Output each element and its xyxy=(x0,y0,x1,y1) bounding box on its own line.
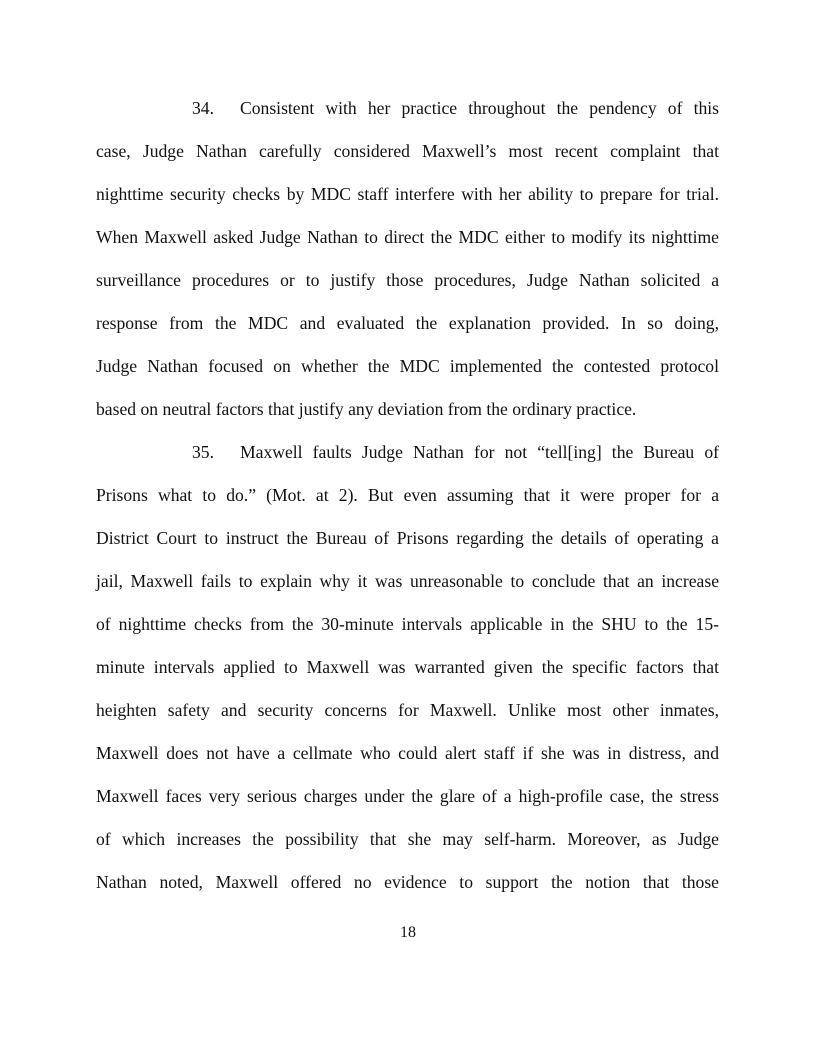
body-text xyxy=(96,92,719,909)
paragraph-34-line-6: response from the MDC and evaluated the explanation provided. In so doing, xyxy=(96,313,719,333)
paragraph-34-line-2: case, Judge Nathan carefully considered Maxwell’s most recent complaint that xyxy=(96,141,719,161)
paragraph-34-line-1-text: Consistent with her practice throughout the pendency of this xyxy=(240,98,719,118)
paragraph-34-line-7: Judge Nathan focused on whether the MDC implemented the contested protocol xyxy=(96,356,719,376)
paragraph-34-line-4: When Maxwell asked Judge Nathan to direct the MDC either to modify its nighttime xyxy=(96,227,719,247)
paragraph-number-34: 34. xyxy=(192,98,214,118)
paragraph-34-first-line xyxy=(96,92,719,135)
paragraph-35-line-8: Maxwell does not have a cellmate who could alert staff if she was in distress, and xyxy=(96,743,719,763)
paragraph-35-line-7: heighten safety and security concerns for Maxwell. Unlike most other inmates, xyxy=(96,700,719,720)
paragraph-35-line-11: Nathan noted, Maxwell offered no evidence to support the notion that those xyxy=(96,872,719,892)
paragraph-34-line-3: nighttime security checks by MDC staff interfere with her ability to prepare for trial. xyxy=(96,184,719,204)
page-number: 18 xyxy=(400,924,416,941)
paragraph-34-line-8: based on neutral factors that justify any deviation from the ordinary practice. xyxy=(96,399,637,419)
paragraph-35-line-1-text: Maxwell faults Judge Nathan for not “tell[ing] the Bureau of xyxy=(240,442,719,462)
paragraph-35-line-5: of nighttime checks from the 30-minute intervals applicable in the SHU to the 15- xyxy=(96,614,719,634)
paragraph-35-line-2: Prisons what to do.” (Mot. at 2). But even assuming that it were proper for a xyxy=(96,485,719,505)
paragraph-35-line-4: jail, Maxwell fails to explain why it was unreasonable to conclude that an increase xyxy=(96,571,719,591)
paragraph-34-line-5: surveillance procedures or to justify those procedures, Judge Nathan solicited a xyxy=(96,270,719,290)
paragraph-35-line-6: minute intervals applied to Maxwell was warranted given the specific factors that xyxy=(96,657,719,677)
paragraph-number-35: 35. xyxy=(192,442,214,462)
paragraph-35-line-9: Maxwell faces very serious charges under the glare of a high-profile case, the stress xyxy=(96,786,719,806)
paragraph-35-first-line xyxy=(96,436,719,479)
paragraph-35-line-3: District Court to instruct the Bureau of Prisons regarding the details of operating a xyxy=(96,528,719,548)
paragraph-35-line-10: of which increases the possibility that she may self-harm. Moreover, as Judge xyxy=(96,829,719,849)
